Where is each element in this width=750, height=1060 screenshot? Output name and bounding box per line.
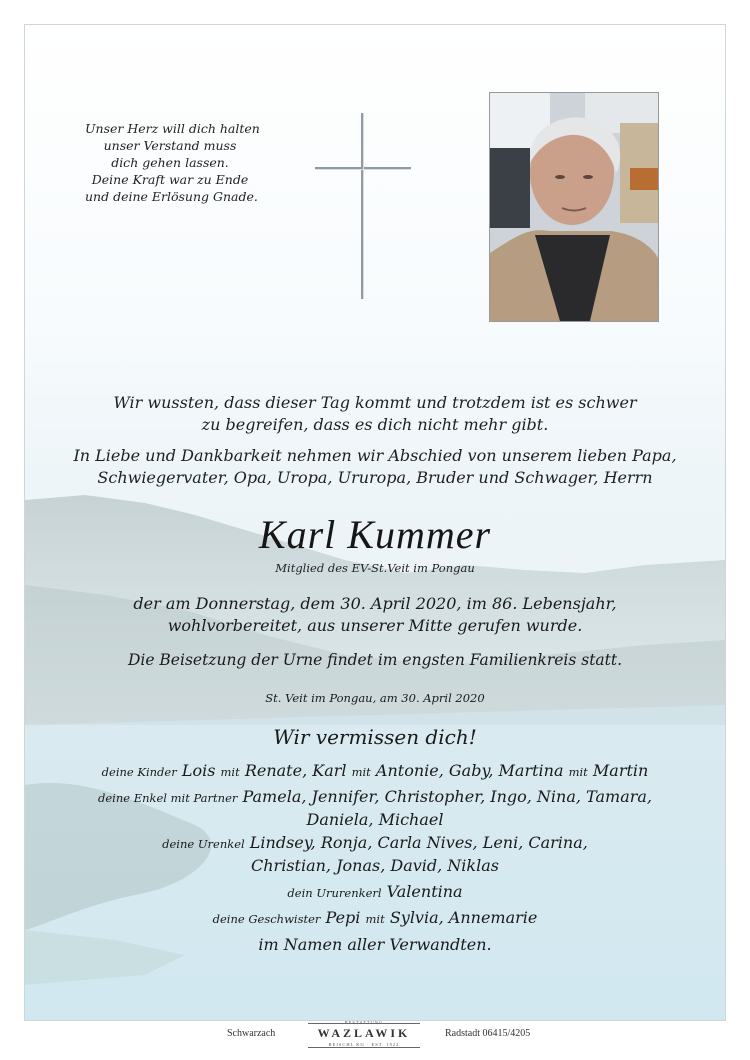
footer-location-right: Radstadt 06415/4205 (445, 1028, 531, 1039)
obituary-card (24, 24, 726, 1021)
closing-line: im Namen aller Verwandten. (258, 935, 492, 954)
footer-location-left: Schwarzach (227, 1028, 276, 1039)
family-names: Valentina (386, 882, 463, 901)
family-great-great-grandchild (25, 881, 725, 904)
family-siblings (25, 907, 725, 930)
farewell-line: Schwiegervater, Opa, Uropa, Ururopa, Bruder und Schwager, Herrn (97, 468, 653, 487)
family-label: deine Geschwister (212, 912, 321, 926)
family-names: Lindsey, Ronja, Carla Nives, Leni, Carina, (249, 833, 588, 852)
portrait-photo (490, 93, 658, 321)
family-names: Lois (181, 761, 216, 780)
family-children (25, 760, 725, 783)
family-names: Christian, Jonas, David, Niklas (251, 856, 499, 875)
family-connector: mit (220, 765, 240, 779)
family-label: deine Kinder (101, 765, 177, 779)
intro-text (25, 392, 725, 436)
death-line: der am Donnerstag, dem 30. April 2020, im 86. Lebensjahr, (133, 594, 617, 613)
cross-icon (315, 113, 411, 299)
logo-rule (308, 1047, 420, 1048)
family-names: Daniela, Michael (306, 810, 444, 829)
burial-notice: Die Beisetzung der Urne findet im engsten Familienkreis statt. (127, 651, 623, 669)
family-names: Sylvia, Annemarie (389, 908, 538, 927)
family-grandchildren (25, 786, 725, 831)
logo-rule (308, 1023, 420, 1024)
intro-line: Wir wussten, dass dieser Tag kommt und trotzdem ist es schwer (113, 393, 637, 412)
miss-you-heading: Wir vermissen dich! (273, 725, 477, 749)
farewell-line: In Liebe und Dankbarkeit nehmen wir Abschied von unserem lieben Papa, (73, 446, 677, 465)
death-line: wohlvorbereitet, aus unserer Mitte gerufen wurde. (167, 616, 583, 635)
funeral-home-footer (0, 1020, 750, 1060)
poem-line: Deine Kraft war zu Ende (91, 172, 249, 187)
family-label: deine Enkel mit Partner (97, 791, 238, 805)
family-connector: mit (351, 765, 371, 779)
poem-line: Unser Herz will dich halten (85, 121, 260, 136)
membership-note: Mitglied des EV-St.Veit im Pongau (275, 561, 475, 575)
family-label: dein Ururenkerl (287, 886, 382, 900)
family-names: Martin (592, 761, 649, 780)
intro-line: zu begreifen, dass es dich nicht mehr gibt. (201, 415, 549, 434)
funeral-home-logo (300, 1020, 428, 1050)
poem-line: unser Verstand muss (103, 138, 237, 153)
family-connector: mit (365, 912, 385, 926)
logo-brand: WAZLAWIK (317, 1026, 411, 1040)
family-names: Pepi (325, 908, 361, 927)
poem-line: und deine Erlösung Gnade. (85, 189, 258, 204)
deceased-name: Karl Kummer (258, 512, 492, 557)
poem-verse (85, 120, 260, 205)
place-date: St. Veit im Pongau, am 30. April 2020 (265, 691, 485, 705)
family-label: deine Urenkel (162, 837, 245, 851)
family-names: Renate, Karl (244, 761, 347, 780)
family-great-grandchildren (25, 832, 725, 877)
logo-subtitle: REISCHL KG · EST. 1922 (328, 1042, 400, 1047)
poem-line: dich gehen lassen. (111, 155, 229, 170)
family-connector: mit (568, 765, 588, 779)
family-names: Pamela, Jennifer, Christopher, Ingo, Nina, Tamara, (242, 787, 653, 806)
farewell-text (25, 445, 725, 489)
death-notice (25, 593, 725, 637)
family-names: Antonie, Gaby, Martina (375, 761, 564, 780)
